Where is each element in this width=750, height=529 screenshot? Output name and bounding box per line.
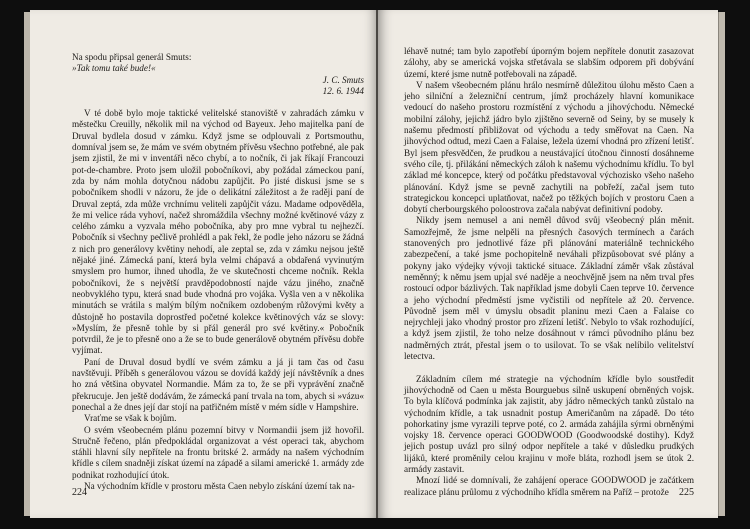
page-number: 225 — [679, 487, 694, 498]
right-page-edge — [718, 12, 725, 516]
paragraph: Na východním křídle v prostoru města Caen nebylo získání území tak na- — [84, 480, 355, 491]
smuts-quote: »Tak tomu také bude!« — [72, 63, 156, 74]
right-page — [378, 10, 718, 518]
paragraph: Základním cílem mé strategie na východním křídle bylo soustředit jihovýchodně od Caen u města Bourguebus silně uskupení obrněných vojsk. To byla klíčová podmínka jak zajistit, aby jádro německých tanků zůstalo na východním křídle, a tak usnadnit postup Američanům na západě. Do této pohorkatiny jsme vyrazili teprve poté, co 2. armáda zahájila sýrmi obrněnými vojsky 18. července operaci GOODWOOD (Goodwoodské dostihy). Když jejich postup uvázl pro silný odpor nepřítele a také v důsledku prudkých lijáků, které proměnily celou krajinu v moře bláta, rozhodl jsem se útok 2. armády zastavit. — [404, 373, 694, 474]
paragraph: Nikdy jsem nemusel a ani neměl důvod svůj všeobecný plán měnit. Samozřejmě, že jsme nelpěli na přesných časových termínech a čarách stanovených pro jednotlivé fáze při plánování materiálně technického zabezpečení, a také jsme pochopitelně neváhali přizpůsobovat své plány a pokyny jako výdejky vývoji taktické situace. Základní záměr však zůstával neměnný; k němu jsem upjal své naděje a neochvějně jsem na něm trval přes rostoucí odpor bázlivých. Tak například jsme dobyli Caen teprve 10. července a jeho východní předměstí jsme vyčistili od nepřítele až 20. července. Původně jsem měl v úmyslu obsadit planinu mezi Caen a Falaise co nejrychleji jako vhodný prostor pro zřízení letišť. Nebylo to však rozhodující, a když jsem zjistil, že toho nelze dosáhnout v rámci původního plánu bez nadměrných ztrát, přestal jsem o to usilovat. To se však nelíbilo velitelství letectva. — [404, 215, 694, 362]
left-page — [30, 10, 378, 518]
paragraph: O svém všeobecném plánu pozemní bitvy v Normandii jsem již hovořil. Stručně řečeno, plán předpokládal organizovat a vést operaci tak, abychom stáhli hlavní síly nepřítele na frontu britské 2. armády na našem východním křídle s cílem snadněji získat území na západě a silami americké 1. armády zde podnikat rozhodující útok. — [72, 424, 364, 480]
paragraph: léhavě nutné; tam bylo zapotřebí úporným bojem nepřítele donutit zasazovat zálohy, aby se americká vojska střetávala se slabším odporem při dobývání území, které jsme nutně potřebovali na západě. — [404, 46, 694, 79]
paragraph: Mnozí lidé se domnívali, že zahájení operace GOODWOOD je začátkem realizace plánu průlomu z východního křídla směrem na Paříž – protože — [404, 475, 694, 497]
paragraph: V našem všeobecném plánu hrálo nesmírně důležitou úlohu město Caen a jeho silniční a železniční centrum, jímž procházely hlavní komunikace vedoucí do našeho prostoru rozmístění z východu a jihovýchodu. Německé mobilní zálohy, jejichž jádro bylo zjištěno severně od Seiny, by se musely k našemu předmostí přibližovat od východu a tedy směřovat na Caen. Na jihovýchod odtud, mezi Caen a Falaise, ležela území vhodná pro zřízení letišť. Byl jsem přesvědčen, že prudkou a neustávající útočnou činností dosáhneme svého cíle, tj. přilákání německých záloh k našemu východnímu křídlu. To byl základ mé koncepce, který od počátku představoval výchozisko všeho našeho plánování. Když jsme se pevně zachytili na pobřeží, začal jsem tuto strategickou koncepci uplatňovat, načež po těžkých bojích v prostoru Caen a dobytí cherbourgského poloostrova začala nabývat definitivní podoby. — [404, 79, 694, 215]
signature-date: 12. 6. 1944 — [322, 85, 364, 96]
signature-name: J. C. Smuts — [322, 74, 364, 85]
page-number: 224 — [72, 487, 87, 498]
right-page-text — [404, 46, 694, 498]
paragraph: Vraťme se však k bojům. — [84, 413, 177, 424]
left-page-text — [72, 52, 364, 492]
paragraph: Paní de Druval dosud bydlí ve svém zámku a já ji tam čas od času navštěvuji. Příběh s generálovou vázou se dovídá každý její návštěvník a dnes ho zná většina obyvatel Normandie. Mám za to, že se při vyprávění značně překrucuje. Jen ještě dodávám, že zámecká paní trvala na tom, abych si »vázu« ponechal a že dnes její dar stojí na patřičném místě v mém sídle v Hampshire. — [72, 356, 364, 412]
intro-line: Na spodu připsal generál Smuts: — [72, 52, 192, 62]
paragraph: V té době bylo moje taktické velitelské stanoviště v zahradách zámku v městečku Creuilly, několik mil na východ od Bayeux. Jeho majitelka paní de Druval bydlela dosud v zámku. Když jsme se odplouvali z Portsmouthu, domníval jsem se, že mám ve svém obytném přívěsu všechno potřebné, ale pak jsem zjistil, že mi v inventáři něco chybí, a to nočník, či jak říkají Francouzi pot-de-chambre. Proto jsem uložil pobočníkovi, aby požádal zámeckou paní, zda by nám mohla dotyčnou nádobu zapůjčit. Po jisté diskusi jsme se s pobočníkem shodli v názoru, že jde o delikátní záležitost a že raději paní de Druval zeptá, zda může vrchnímu veliteli zapůjčit vázu. Madame odpověděla, že mi velice ráda vyhoví, načež shromáždila všechny možné květinové vázy z celého zámku a vyzvala mého pobočníka, aby pro mne vybral tu nejhezčí. Pobočník si všechny pečlivě prohlédl a pak řekl, že podle jeho názoru se žádná z nich pro generálovy květiny nehodí, ale zeptal se, zda v zámku nejsou ještě nějaké jiné. Zámecká paní, která byla velmi chápavá a obdařená vyvinutým smyslem pro humor, ihned uhodla, že ve skutečnosti chceme nočník. Rekla pobočníkovi, že s největší pravděpodobností najde vázu jiného, značně neobvyklého typu, která snad bude vhodná pro vojáka. Vyšla ven a v několika minutách se vrátila s malým bílým nočníkem ozdobeným růžovými květy a důstojně ho postavila doprostřed početné kolekce květinových váz se slovy: »Myslím, že přesně tohle by si přál generál pro své květiny.« Pobočník potvrdil, že je to přesně ono a že se to bude generálově obytném přívěsu dobře vyjímat. — [72, 108, 364, 356]
